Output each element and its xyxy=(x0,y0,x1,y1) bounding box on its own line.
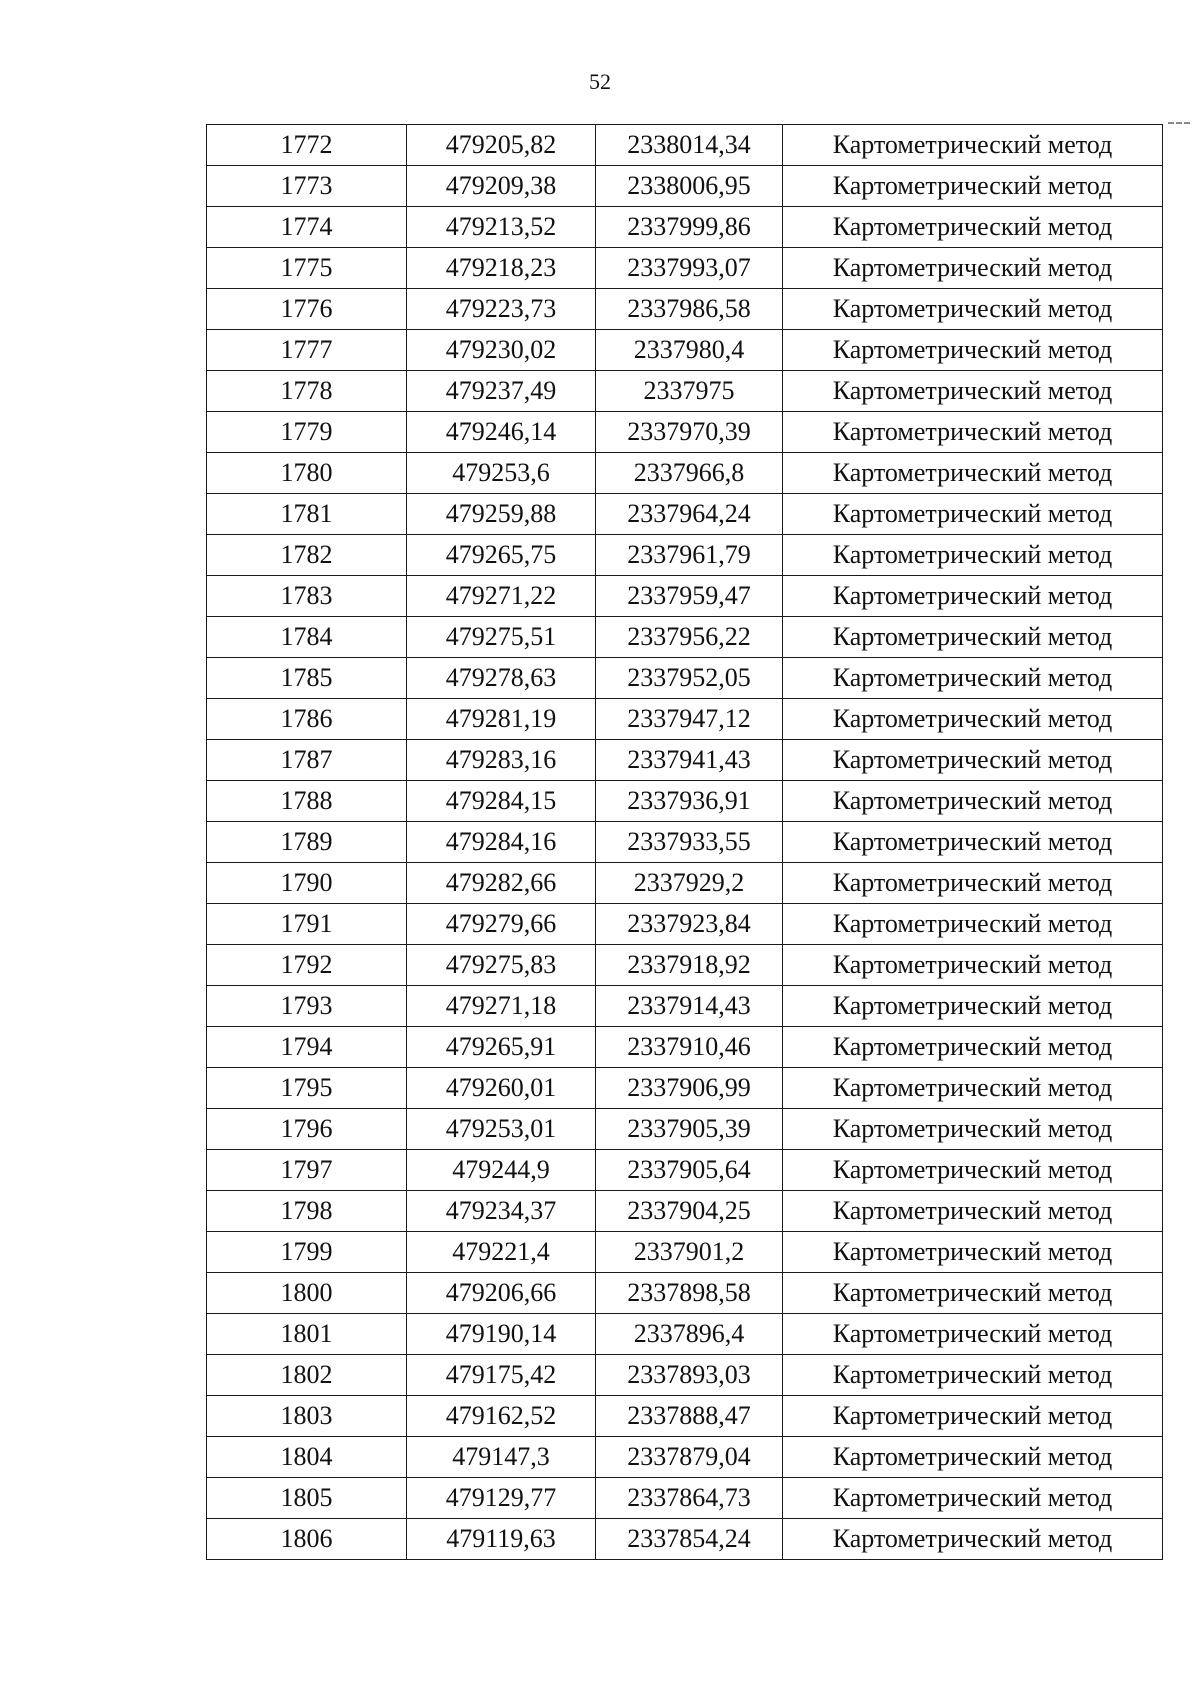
y-coordinate-cell: 2337879,04 xyxy=(596,1437,783,1478)
y-coordinate-cell: 2337970,39 xyxy=(596,412,783,453)
table-row xyxy=(207,576,1163,617)
method-cell: Картометрический метод xyxy=(783,986,1163,1027)
table-row xyxy=(207,740,1163,781)
point-number-cell: 1795 xyxy=(207,1068,407,1109)
y-coordinate-cell: 2337854,24 xyxy=(596,1519,783,1560)
point-number-cell: 1777 xyxy=(207,330,407,371)
y-coordinate-cell: 2337961,79 xyxy=(596,535,783,576)
point-number-cell: 1796 xyxy=(207,1109,407,1150)
method-cell: Картометрический метод xyxy=(783,1068,1163,1109)
x-coordinate-cell: 479175,42 xyxy=(407,1355,596,1396)
table-row xyxy=(207,494,1163,535)
y-coordinate-cell: 2337910,46 xyxy=(596,1027,783,1068)
method-cell: Картометрический метод xyxy=(783,1478,1163,1519)
point-number-cell: 1792 xyxy=(207,945,407,986)
table-row xyxy=(207,1150,1163,1191)
x-coordinate-cell: 479271,22 xyxy=(407,576,596,617)
method-cell: Картометрический метод xyxy=(783,1519,1163,1560)
x-coordinate-cell: 479265,91 xyxy=(407,1027,596,1068)
y-coordinate-cell: 2337956,22 xyxy=(596,617,783,658)
method-cell: Картометрический метод xyxy=(783,535,1163,576)
x-coordinate-cell: 479284,15 xyxy=(407,781,596,822)
method-cell: Картометрический метод xyxy=(783,1355,1163,1396)
x-coordinate-cell: 479129,77 xyxy=(407,1478,596,1519)
method-cell: Картометрический метод xyxy=(783,1232,1163,1273)
y-coordinate-cell: 2337941,43 xyxy=(596,740,783,781)
y-coordinate-cell: 2338006,95 xyxy=(596,166,783,207)
table-row xyxy=(207,1478,1163,1519)
point-number-cell: 1790 xyxy=(207,863,407,904)
y-coordinate-cell: 2337864,73 xyxy=(596,1478,783,1519)
point-number-cell: 1800 xyxy=(207,1273,407,1314)
method-cell: Картометрический метод xyxy=(783,740,1163,781)
method-cell: Картометрический метод xyxy=(783,617,1163,658)
table-row xyxy=(207,699,1163,740)
point-number-cell: 1793 xyxy=(207,986,407,1027)
table-row xyxy=(207,412,1163,453)
point-number-cell: 1782 xyxy=(207,535,407,576)
x-coordinate-cell: 479253,6 xyxy=(407,453,596,494)
x-coordinate-cell: 479209,38 xyxy=(407,166,596,207)
table-row xyxy=(207,863,1163,904)
table-row xyxy=(207,658,1163,699)
method-cell: Картометрический метод xyxy=(783,699,1163,740)
y-coordinate-cell: 2337896,4 xyxy=(596,1314,783,1355)
point-number-cell: 1772 xyxy=(207,125,407,166)
y-coordinate-cell: 2338014,34 xyxy=(596,125,783,166)
table-row xyxy=(207,617,1163,658)
point-number-cell: 1773 xyxy=(207,166,407,207)
x-coordinate-cell: 479223,73 xyxy=(407,289,596,330)
method-cell: Картометрический метод xyxy=(783,781,1163,822)
y-coordinate-cell: 2337888,47 xyxy=(596,1396,783,1437)
point-number-cell: 1786 xyxy=(207,699,407,740)
method-cell: Картометрический метод xyxy=(783,1314,1163,1355)
table-row xyxy=(207,371,1163,412)
y-coordinate-cell: 2337952,05 xyxy=(596,658,783,699)
y-coordinate-cell: 2337906,99 xyxy=(596,1068,783,1109)
table-row xyxy=(207,1109,1163,1150)
x-coordinate-cell: 479213,52 xyxy=(407,207,596,248)
point-number-cell: 1788 xyxy=(207,781,407,822)
y-coordinate-cell: 2337999,86 xyxy=(596,207,783,248)
table-row xyxy=(207,289,1163,330)
x-coordinate-cell: 479282,66 xyxy=(407,863,596,904)
y-coordinate-cell: 2337936,91 xyxy=(596,781,783,822)
table-row xyxy=(207,1273,1163,1314)
x-coordinate-cell: 479275,51 xyxy=(407,617,596,658)
page-number: 52 xyxy=(589,69,611,94)
point-number-cell: 1775 xyxy=(207,248,407,289)
y-coordinate-cell: 2337959,47 xyxy=(596,576,783,617)
method-cell: Картометрический метод xyxy=(783,207,1163,248)
point-number-cell: 1794 xyxy=(207,1027,407,1068)
point-number-cell: 1778 xyxy=(207,371,407,412)
y-coordinate-cell: 2337993,07 xyxy=(596,248,783,289)
point-number-cell: 1805 xyxy=(207,1478,407,1519)
y-coordinate-cell: 2337904,25 xyxy=(596,1191,783,1232)
table-row xyxy=(207,207,1163,248)
table-row xyxy=(207,781,1163,822)
point-number-cell: 1789 xyxy=(207,822,407,863)
table-row xyxy=(207,166,1163,207)
point-number-cell: 1785 xyxy=(207,658,407,699)
point-number-cell: 1802 xyxy=(207,1355,407,1396)
method-cell: Картометрический метод xyxy=(783,1027,1163,1068)
x-coordinate-cell: 479218,23 xyxy=(407,248,596,289)
method-cell: Картометрический метод xyxy=(783,1437,1163,1478)
x-coordinate-cell: 479244,9 xyxy=(407,1150,596,1191)
x-coordinate-cell: 479260,01 xyxy=(407,1068,596,1109)
point-number-cell: 1804 xyxy=(207,1437,407,1478)
method-cell: Картометрический метод xyxy=(783,453,1163,494)
table-row xyxy=(207,1314,1163,1355)
table-row xyxy=(207,248,1163,289)
point-number-cell: 1776 xyxy=(207,289,407,330)
y-coordinate-cell: 2337923,84 xyxy=(596,904,783,945)
table-row xyxy=(207,125,1163,166)
x-coordinate-cell: 479253,01 xyxy=(407,1109,596,1150)
x-coordinate-cell: 479205,82 xyxy=(407,125,596,166)
point-number-cell: 1774 xyxy=(207,207,407,248)
point-number-cell: 1791 xyxy=(207,904,407,945)
point-number-cell: 1779 xyxy=(207,412,407,453)
x-coordinate-cell: 479284,16 xyxy=(407,822,596,863)
x-coordinate-cell: 479147,3 xyxy=(407,1437,596,1478)
coordinates-table-body xyxy=(207,125,1163,1560)
table-row xyxy=(207,1396,1163,1437)
x-coordinate-cell: 479237,49 xyxy=(407,371,596,412)
y-coordinate-cell: 2337918,92 xyxy=(596,945,783,986)
table-row xyxy=(207,1232,1163,1273)
x-coordinate-cell: 479275,83 xyxy=(407,945,596,986)
y-coordinate-cell: 2337905,64 xyxy=(596,1150,783,1191)
method-cell: Картометрический метод xyxy=(783,412,1163,453)
method-cell: Картометрический метод xyxy=(783,658,1163,699)
y-coordinate-cell: 2337905,39 xyxy=(596,1109,783,1150)
x-coordinate-cell: 479265,75 xyxy=(407,535,596,576)
table-row xyxy=(207,1437,1163,1478)
table-row xyxy=(207,1027,1163,1068)
y-coordinate-cell: 2337966,8 xyxy=(596,453,783,494)
y-coordinate-cell: 2337986,58 xyxy=(596,289,783,330)
margin-mark xyxy=(1168,122,1190,126)
point-number-cell: 1781 xyxy=(207,494,407,535)
y-coordinate-cell: 2337975 xyxy=(596,371,783,412)
x-coordinate-cell: 479246,14 xyxy=(407,412,596,453)
table-row xyxy=(207,904,1163,945)
method-cell: Картометрический метод xyxy=(783,1191,1163,1232)
method-cell: Картометрический метод xyxy=(783,863,1163,904)
point-number-cell: 1787 xyxy=(207,740,407,781)
point-number-cell: 1797 xyxy=(207,1150,407,1191)
y-coordinate-cell: 2337964,24 xyxy=(596,494,783,535)
x-coordinate-cell: 479234,37 xyxy=(407,1191,596,1232)
method-cell: Картометрический метод xyxy=(783,822,1163,863)
method-cell: Картометрический метод xyxy=(783,289,1163,330)
y-coordinate-cell: 2337929,2 xyxy=(596,863,783,904)
table-row xyxy=(207,986,1163,1027)
method-cell: Картометрический метод xyxy=(783,576,1163,617)
point-number-cell: 1798 xyxy=(207,1191,407,1232)
method-cell: Картометрический метод xyxy=(783,248,1163,289)
method-cell: Картометрический метод xyxy=(783,904,1163,945)
method-cell: Картометрический метод xyxy=(783,1150,1163,1191)
method-cell: Картометрический метод xyxy=(783,371,1163,412)
table-row xyxy=(207,330,1163,371)
x-coordinate-cell: 479221,4 xyxy=(407,1232,596,1273)
x-coordinate-cell: 479278,63 xyxy=(407,658,596,699)
table-row xyxy=(207,1355,1163,1396)
method-cell: Картометрический метод xyxy=(783,166,1163,207)
y-coordinate-cell: 2337980,4 xyxy=(596,330,783,371)
coordinates-table xyxy=(206,124,1163,1560)
x-coordinate-cell: 479279,66 xyxy=(407,904,596,945)
x-coordinate-cell: 479230,02 xyxy=(407,330,596,371)
table-row xyxy=(207,535,1163,576)
x-coordinate-cell: 479119,63 xyxy=(407,1519,596,1560)
x-coordinate-cell: 479259,88 xyxy=(407,494,596,535)
y-coordinate-cell: 2337914,43 xyxy=(596,986,783,1027)
y-coordinate-cell: 2337893,03 xyxy=(596,1355,783,1396)
y-coordinate-cell: 2337933,55 xyxy=(596,822,783,863)
method-cell: Картометрический метод xyxy=(783,330,1163,371)
method-cell: Картометрический метод xyxy=(783,945,1163,986)
point-number-cell: 1799 xyxy=(207,1232,407,1273)
point-number-cell: 1801 xyxy=(207,1314,407,1355)
table-row xyxy=(207,453,1163,494)
method-cell: Картометрический метод xyxy=(783,1396,1163,1437)
point-number-cell: 1783 xyxy=(207,576,407,617)
table-row xyxy=(207,1068,1163,1109)
table-row xyxy=(207,822,1163,863)
x-coordinate-cell: 479283,16 xyxy=(407,740,596,781)
y-coordinate-cell: 2337947,12 xyxy=(596,699,783,740)
point-number-cell: 1806 xyxy=(207,1519,407,1560)
table-row xyxy=(207,1191,1163,1232)
method-cell: Картометрический метод xyxy=(783,1109,1163,1150)
table-row xyxy=(207,1519,1163,1560)
point-number-cell: 1780 xyxy=(207,453,407,494)
table-row xyxy=(207,945,1163,986)
method-cell: Картометрический метод xyxy=(783,494,1163,535)
point-number-cell: 1803 xyxy=(207,1396,407,1437)
method-cell: Картометрический метод xyxy=(783,1273,1163,1314)
x-coordinate-cell: 479190,14 xyxy=(407,1314,596,1355)
method-cell: Картометрический метод xyxy=(783,125,1163,166)
x-coordinate-cell: 479162,52 xyxy=(407,1396,596,1437)
y-coordinate-cell: 2337901,2 xyxy=(596,1232,783,1273)
point-number-cell: 1784 xyxy=(207,617,407,658)
y-coordinate-cell: 2337898,58 xyxy=(596,1273,783,1314)
x-coordinate-cell: 479281,19 xyxy=(407,699,596,740)
x-coordinate-cell: 479206,66 xyxy=(407,1273,596,1314)
x-coordinate-cell: 479271,18 xyxy=(407,986,596,1027)
